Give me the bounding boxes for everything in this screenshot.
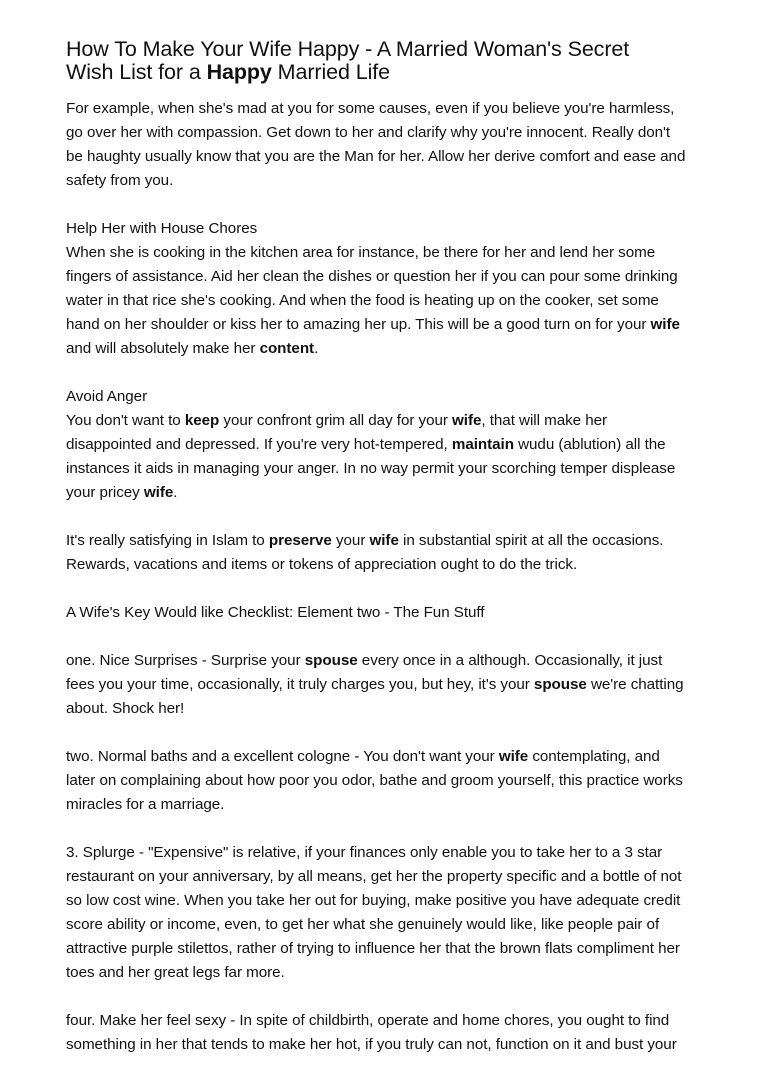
bold-keyword: wife	[452, 412, 482, 429]
text-segment: and will absolutely make her	[66, 340, 260, 357]
text-segment: Rewards, vacations and items or tokens of appreciation ought to do the trick.	[66, 556, 578, 573]
text-line	[66, 868, 681, 886]
bold-keyword: wife	[143, 484, 174, 501]
text-line	[66, 244, 655, 262]
text-segment: It's really satisfying in Islam to	[66, 532, 269, 549]
text-segment: safety from you.	[66, 172, 174, 189]
text-segment: toes and her great legs far more.	[66, 964, 285, 981]
text-segment: about. Shock her!	[66, 700, 185, 717]
text-segment: A Wife's Key Would like Checklist: Element two - The Fun Stuff	[66, 604, 485, 621]
text-line	[66, 604, 484, 622]
text-segment: something in her that tends to make her hot, if you truly can not, function on it and bust your	[66, 1036, 677, 1053]
text-segment: miracles for a marriage.	[66, 796, 225, 813]
text-line	[66, 100, 674, 118]
text-segment: Help Her with House Chores	[66, 220, 258, 237]
text-line	[66, 220, 257, 238]
text-line	[66, 388, 147, 406]
title-line-2-start: Wish List for a	[66, 60, 207, 84]
text-segment: so low cost wine. When you take her out for buying, make positive you have adequate credit	[66, 892, 681, 909]
text-segment: disappointed and depressed. If you're very hot-tempered,	[66, 436, 452, 453]
bold-keyword: content	[259, 340, 315, 357]
text-segment: in substantial spirit at all the occasions.	[398, 532, 664, 549]
text-segment: instances it aids in managing your anger. In no way permit your scorching temper displease	[66, 460, 676, 477]
text-segment: restaurant on your anniversary, by all means, get her the property specific and a bottle of not	[66, 868, 682, 885]
text-line	[66, 556, 577, 574]
text-segment: water in that rice she's cooking. And when the food is heating up on the cooker, set some	[66, 292, 659, 309]
text-segment: two. Normal baths and a excellent cologne - You don't want your	[66, 748, 499, 765]
text-segment: every once in a although. Occasionally, it just	[357, 652, 663, 669]
text-line	[66, 964, 285, 982]
text-line	[66, 676, 684, 694]
text-segment: 3. Splurge - "Expensive" is relative, if your finances only enable you to take her to a 3 star	[66, 844, 663, 861]
text-segment: score ability or income, even, to get her what she genuinely would like, like people pair of	[66, 916, 660, 933]
text-line	[66, 172, 173, 190]
text-segment: , that will make her	[481, 412, 608, 429]
bold-keyword: spouse	[533, 676, 587, 693]
text-segment: your confront grim all day for your	[219, 412, 453, 429]
title-line-1: How To Make Your Wife Happy - A Married Woman's Secret	[66, 37, 630, 61]
text-line	[66, 268, 678, 286]
text-line	[66, 772, 683, 790]
text-segment: contemplating, and	[528, 748, 660, 765]
text-segment: .	[314, 340, 319, 357]
text-segment: hand on her shoulder or kiss her to amazing her up. This will be a good turn on for your	[66, 316, 651, 333]
text-segment: your pricey	[66, 484, 144, 501]
text-segment: be haughty usually know that you are the Man for her. Allow her derive comfort and ease and	[66, 148, 686, 165]
bold-keyword: preserve	[268, 532, 332, 549]
text-segment: When she is cooking in the kitchen area for instance, be there for her and lend her some	[66, 244, 656, 261]
text-segment: fees you your time, occasionally, it truly charges you, but hey, it's your	[66, 676, 534, 693]
text-line	[66, 148, 685, 166]
text-line	[66, 124, 670, 142]
text-segment: four. Make her feel sexy - In spite of childbirth, operate and home chores, you ought to find	[66, 1012, 670, 1029]
text-line	[66, 892, 680, 910]
text-line	[66, 436, 666, 454]
text-line	[66, 532, 663, 550]
text-segment: your	[331, 532, 370, 549]
text-line	[66, 940, 680, 958]
text-segment: .	[173, 484, 178, 501]
bold-keyword: spouse	[304, 652, 358, 669]
text-segment: go over her with compassion. Get down to her and clarify why you're innocent. Really don't	[66, 124, 671, 141]
text-segment: we're chatting	[586, 676, 684, 693]
text-segment: attractive purple stilettos, rather of trying to influence her that the brown flats compliment her	[66, 940, 680, 957]
bold-keyword: wife	[498, 748, 529, 765]
text-segment: You don't want to	[66, 412, 185, 429]
text-line	[66, 292, 659, 310]
bold-keyword: wife	[650, 316, 680, 333]
text-line	[66, 700, 184, 718]
title-bold-word: Happy	[206, 60, 272, 84]
text-segment: Avoid Anger	[66, 388, 148, 405]
text-line	[66, 412, 607, 430]
document-title	[66, 38, 736, 84]
text-line	[66, 652, 662, 670]
text-line	[66, 844, 662, 862]
text-segment: For example, when she's mad at you for some causes, even if you believe you're harmless,	[66, 100, 675, 117]
text-line	[66, 1012, 669, 1030]
bold-keyword: wife	[369, 532, 399, 549]
text-segment: fingers of assistance. Aid her clean the dishes or question her if you can pour some drinking	[66, 268, 678, 285]
text-segment: wudu (ablution) all the	[513, 436, 666, 453]
text-line	[66, 460, 675, 478]
text-segment: one. Nice Surprises - Surprise your	[66, 652, 305, 669]
text-line	[66, 484, 177, 502]
title-line-2-end: Married Life	[271, 60, 390, 84]
text-line	[66, 316, 680, 334]
text-line	[66, 916, 659, 934]
bold-keyword: maintain	[451, 436, 514, 453]
text-line	[66, 796, 224, 814]
text-segment: later on complaining about how poor you odor, bathe and groom yourself, this practice works	[66, 772, 683, 789]
text-line	[66, 1036, 677, 1054]
text-line	[66, 340, 318, 358]
text-line	[66, 748, 660, 766]
bold-keyword: keep	[184, 412, 220, 429]
